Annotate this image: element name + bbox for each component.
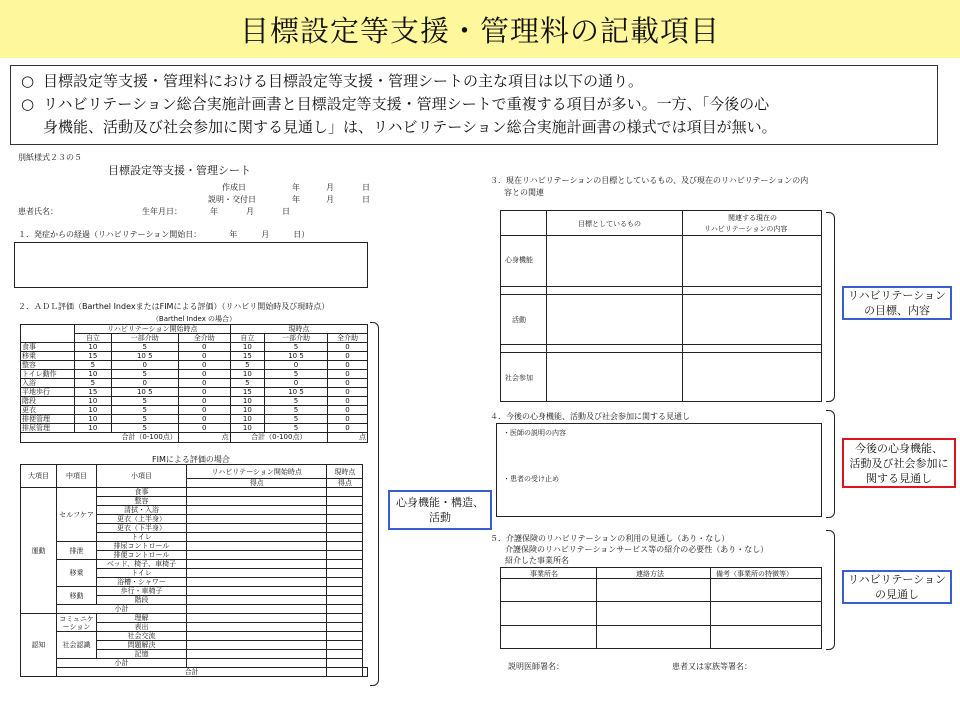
- fim-start-value: [187, 596, 327, 605]
- fim-now-value: [327, 506, 363, 515]
- fim-start-value: [187, 560, 327, 569]
- table-cell: 0: [327, 342, 367, 351]
- created-day: 日: [362, 183, 370, 192]
- fim-start-value: [187, 506, 327, 515]
- table-cell: 0: [327, 360, 367, 369]
- bi-col-header: 全介助: [327, 333, 367, 342]
- table-row: [21, 465, 368, 479]
- table-cell: 食事: [21, 342, 75, 351]
- fim-small-item: 浴槽・シャワー: [97, 578, 187, 587]
- table-cell: 0: [327, 414, 367, 423]
- table-cell: 5: [75, 378, 112, 387]
- fim-heading: FIMによる評価の場合: [152, 455, 230, 464]
- fim-col-mid: 中項目: [57, 465, 97, 488]
- callout-3-line-1: 今後の心身機能、: [855, 441, 943, 455]
- table-cell: 0: [178, 396, 230, 405]
- fim-small-item: 整容: [97, 497, 187, 506]
- bi-now-header: 現時点: [230, 324, 367, 333]
- fim-score-now: 得点: [327, 479, 363, 488]
- table-cell: 10: [230, 405, 264, 414]
- table-cell: 5: [265, 342, 328, 351]
- goal-col-2b: リハビリテーションの内容: [704, 225, 788, 233]
- fim-big-item: 運動: [21, 488, 57, 614]
- fim-small-item: 清拭・入浴: [97, 506, 187, 515]
- fim-subtotal: 小計: [57, 659, 187, 668]
- table-cell: 平地歩行: [21, 387, 75, 396]
- table-cell: 15: [75, 387, 112, 396]
- fim-now-value: [327, 533, 363, 542]
- barthel-header: （Barthel Index の場合）: [151, 314, 237, 323]
- table-cell: 10: [230, 342, 264, 351]
- table-cell: 15: [75, 351, 112, 360]
- fim-now-value: [327, 488, 363, 497]
- bi-col-header: 自立: [230, 333, 264, 342]
- fim-small-item: 記憶: [97, 650, 187, 659]
- section-1-heading: １．発症からの経過（リハビリテーション開始日： 年 月 日）: [18, 230, 310, 239]
- fim-small-item: 理解: [97, 614, 187, 623]
- section-3-heading: ３．現在リハビリテーションの目標としているもの、及び現在のリハビリテーションの内: [490, 176, 809, 185]
- fim-start-value: [187, 641, 327, 650]
- table-row: [21, 369, 368, 378]
- goal-row-activity: 活動: [512, 316, 526, 324]
- outlook-bracket: [826, 410, 835, 518]
- page-title: 目標設定等支援・管理料の記載項目: [239, 13, 720, 48]
- table-row: [21, 423, 368, 432]
- table-cell: 0: [178, 342, 230, 351]
- fim-small-item: トイレ: [97, 533, 187, 542]
- table-cell: 移乗: [21, 351, 75, 360]
- callout-rehab-outlook: [842, 570, 952, 604]
- fim-start-value: [187, 614, 327, 623]
- table-row: [21, 432, 368, 442]
- fim-now-value: [327, 650, 363, 659]
- table-cell: 10: [75, 423, 112, 432]
- table-cell: 排尿管理: [21, 423, 75, 432]
- goal-table: [500, 210, 822, 402]
- callout-rehab-goal: [842, 286, 952, 320]
- callout-3-line-2: 活動及び社会参加に: [849, 456, 949, 470]
- table-cell: 0: [178, 360, 230, 369]
- table-cell: 5: [111, 414, 178, 423]
- office-col-contact: 連絡方法: [636, 570, 664, 578]
- table-cell: 10 5: [265, 387, 328, 396]
- table-cell: 10 5: [111, 351, 178, 360]
- table-cell: 0: [265, 360, 328, 369]
- section-5-line-1: ５．介護保険のリハビリテーションの利用の見通し（あり・なし）: [490, 534, 730, 543]
- fim-score-start: 得点: [187, 479, 327, 488]
- fim-start-value: [187, 488, 327, 497]
- table-cell: 5: [111, 423, 178, 432]
- dob-year: 年: [210, 207, 218, 216]
- bi-col-header: 一部介助: [265, 333, 328, 342]
- fim-now-value: [327, 623, 363, 632]
- explained-month: 月: [326, 195, 334, 204]
- fim-col-big: 大項目: [21, 465, 57, 488]
- table-cell: 10 5: [265, 351, 328, 360]
- table-cell: 10: [230, 369, 264, 378]
- callout-2-line-2: の目標、内容: [863, 304, 930, 317]
- fim-now-value: [327, 569, 363, 578]
- office-table: [500, 567, 822, 649]
- table-cell: 5: [265, 369, 328, 378]
- fim-small-item: 更衣（下半身）: [97, 524, 187, 533]
- goal-bracket: [826, 212, 835, 402]
- fim-now-value: [327, 551, 363, 560]
- table-row: [21, 324, 368, 333]
- table-cell: 0: [111, 360, 178, 369]
- bullet-2: ○: [21, 95, 35, 113]
- fim-small-item: 排便コントロール: [97, 551, 187, 560]
- fim-now-value: [327, 515, 363, 524]
- table-cell: 階段: [21, 396, 75, 405]
- table-cell: 排便管理: [21, 414, 75, 423]
- fim-start-value: [187, 524, 327, 533]
- fim-col-now: 現時点: [327, 465, 363, 479]
- fim-now-value: [327, 641, 363, 650]
- callout-2-line-1: リハビリテーション: [847, 289, 946, 302]
- patient-acceptance-label: ・患者の受け止め: [503, 475, 559, 483]
- bi-point-now: 点: [327, 432, 367, 442]
- table-cell: 0: [327, 369, 367, 378]
- table-cell: 5: [265, 405, 328, 414]
- table-cell: 更衣: [21, 405, 75, 414]
- table-cell: 5: [75, 360, 112, 369]
- table-row: [21, 542, 368, 551]
- callout-1-line-2: 活動: [429, 511, 451, 524]
- created-month: 月: [326, 183, 334, 192]
- fim-now-value: [327, 524, 363, 533]
- table-cell: 0: [265, 378, 328, 387]
- form-number: 別紙様式２３の５: [18, 153, 82, 162]
- table-cell: 5: [111, 342, 178, 351]
- table-cell: 0: [178, 378, 230, 387]
- intro-line-1: 目標設定等支援・管理料における目標設定等支援・管理シートの主な項目は以下の通り。: [43, 72, 644, 90]
- table-row: [21, 659, 368, 668]
- table-cell: トイレ動作: [21, 369, 75, 378]
- created-label: 作成日: [222, 183, 246, 192]
- created-year: 年: [292, 183, 300, 192]
- table-cell: 0: [327, 396, 367, 405]
- table-cell: 10: [75, 405, 112, 414]
- callout-3-line-3: 関する見通し: [866, 471, 932, 485]
- section-5-line-3: 紹介した事業所名: [505, 556, 569, 565]
- explained-day: 日: [362, 195, 370, 204]
- table-cell: 0: [327, 351, 367, 360]
- fim-now-value: [327, 659, 363, 668]
- doctor-signature-label: 説明医師署名：: [508, 662, 564, 671]
- fim-mid-item: 移乗: [57, 560, 97, 587]
- fim-table: [20, 464, 368, 677]
- office-col-name: 事業所名: [530, 570, 558, 578]
- section-4-heading: ４．今後の心身機能、活動及び社会参加に関する見通し: [490, 412, 690, 421]
- fim-now-value: [327, 560, 363, 569]
- fim-start-value: [327, 668, 363, 677]
- fim-subtotal: 小計: [57, 605, 187, 614]
- fim-big-item: 認知: [21, 614, 57, 677]
- table-cell: 入浴: [21, 378, 75, 387]
- table-cell: 0: [178, 351, 230, 360]
- fim-small-item: 表出: [97, 623, 187, 632]
- table-cell: 10 5: [111, 387, 178, 396]
- table-row: [21, 560, 368, 569]
- fim-start-value: [187, 659, 327, 668]
- table-cell: 10: [75, 342, 112, 351]
- fim-start-value: [187, 632, 327, 641]
- table-cell: 0: [327, 387, 367, 396]
- bullet-1: ○: [21, 72, 35, 90]
- fim-col-start: リハビリテーション開始時点: [187, 465, 327, 479]
- table-cell: 0: [178, 414, 230, 423]
- table-row: [21, 614, 368, 623]
- barthel-table: [20, 314, 368, 443]
- table-row: [21, 387, 368, 396]
- table-row: [21, 396, 368, 405]
- callout-4-line-2: の見通し: [874, 588, 919, 601]
- fim-now-value: [327, 605, 363, 614]
- office-bracket: [826, 530, 835, 650]
- goal-col-2a: 関連する現在の: [728, 214, 777, 222]
- table-cell: 10: [230, 396, 264, 405]
- bi-total-start: 合計（0-100点）: [21, 432, 179, 442]
- explained-label: 説明・交付日: [208, 195, 256, 204]
- section-1-box: [14, 242, 368, 288]
- fim-start-value: [187, 569, 327, 578]
- table-cell: 10: [230, 423, 264, 432]
- bi-col-header: 全介助: [178, 333, 230, 342]
- goal-col-1: 目標としているもの: [578, 220, 641, 228]
- fim-now-value: [327, 614, 363, 623]
- section-2-heading: ２．ＡＤＬ評価（Barthel IndexまたはFIMによる評価）（リハビリ開始時及び現時点）: [18, 302, 330, 311]
- fim-start-value: [187, 551, 327, 560]
- intro-box: [10, 65, 938, 145]
- fim-start-value: [187, 542, 327, 551]
- bi-total-now: 合計（0-100点）: [230, 432, 327, 442]
- table-cell: 5: [111, 369, 178, 378]
- fim-now-value: [327, 578, 363, 587]
- fim-now-value: [327, 497, 363, 506]
- fim-small-item: 階段: [97, 596, 187, 605]
- explained-year: 年: [292, 195, 300, 204]
- callout-4-line-1: リハビリテーション: [847, 573, 946, 586]
- table-row: [21, 314, 368, 324]
- fim-mid-item: セルフケア: [57, 488, 97, 542]
- table-row: [21, 605, 368, 614]
- fim-start-value: [187, 578, 327, 587]
- fim-start-value: [187, 515, 327, 524]
- table-cell: 15: [230, 387, 264, 396]
- fim-start-value: [187, 533, 327, 542]
- title-bar: [0, 0, 960, 58]
- table-cell: 10: [230, 414, 264, 423]
- table-cell: 10: [75, 396, 112, 405]
- table-row: [21, 378, 368, 387]
- table-row: [21, 587, 368, 596]
- fim-now-value: [327, 587, 363, 596]
- table-cell: 10: [75, 369, 112, 378]
- fim-now-value: [327, 632, 363, 641]
- table-row: [21, 414, 368, 423]
- section-5-line-2: 介護保険のリハビリテーションサービス等の紹介の必要性（あり・なし）: [505, 545, 769, 554]
- fim-col-small: 小項目: [97, 465, 187, 488]
- table-row: [21, 342, 368, 351]
- table-cell: 0: [178, 423, 230, 432]
- sheet-title: 目標設定等支援・管理シート: [108, 164, 251, 177]
- table-row: [21, 488, 368, 497]
- office-col-notes: 備考（事業所の特徴等）: [716, 570, 793, 578]
- table-row: [21, 360, 368, 369]
- intro-line-3: 身機能、活動及び社会参加に関する見通し」は、リハビリテーション総合実施計画書の様式では項目が無い。: [43, 118, 777, 136]
- bi-start-header: リハビリテーション開始時点: [75, 324, 231, 333]
- table-cell: 5: [111, 405, 178, 414]
- table-cell: 整容: [21, 360, 75, 369]
- fim-mid-item: 移動: [57, 587, 97, 605]
- intro-line-2: リハビリテーション総合実施計画書と目標設定等支援・管理シートで重複する項目が多い。一方、「今後の心: [43, 95, 770, 113]
- fim-start-value: [187, 623, 327, 632]
- table-cell: 5: [230, 378, 264, 387]
- table-cell: 0: [327, 405, 367, 414]
- table-row: [21, 405, 368, 414]
- fim-now-value: [363, 668, 368, 677]
- table-cell: 0: [178, 405, 230, 414]
- table-cell: 0: [111, 378, 178, 387]
- bi-col-header: 自立: [75, 333, 112, 342]
- fim-small-item: 歩行・車椅子: [97, 587, 187, 596]
- table-cell: 5: [230, 360, 264, 369]
- fim-start-value: [187, 650, 327, 659]
- fim-small-item: トイレ: [97, 569, 187, 578]
- callout-outlook: [842, 438, 956, 488]
- table-cell: 0: [327, 378, 367, 387]
- dob-label: 生年月日：: [142, 207, 182, 216]
- fim-start-value: [187, 605, 327, 614]
- goal-row-body: 心身機能: [505, 256, 533, 264]
- dob-month: 月: [246, 207, 254, 216]
- patient-name-label: 患者氏名：: [18, 207, 58, 216]
- fim-small-item: 問題解決: [97, 641, 187, 650]
- table-cell: 15: [230, 351, 264, 360]
- patient-signature-label: 患者又は家族等署名：: [672, 662, 752, 671]
- fim-start-value: [187, 497, 327, 506]
- fim-now-value: [327, 596, 363, 605]
- table-row: [21, 632, 368, 641]
- table-cell: 0: [178, 387, 230, 396]
- table-cell: 5: [265, 414, 328, 423]
- section-3-heading-2: 容との関連: [504, 188, 544, 197]
- table-row: [21, 351, 368, 360]
- table-cell: 0: [178, 369, 230, 378]
- fim-small-item: 食事: [97, 488, 187, 497]
- fim-mid-item: 社会認識: [57, 632, 97, 659]
- bi-point-start: 点: [178, 432, 230, 442]
- adl-bracket: [370, 322, 379, 686]
- fim-now-value: [327, 542, 363, 551]
- fim-small-item: ベッド、椅子、車椅子: [97, 560, 187, 569]
- fim-start-value: [187, 587, 327, 596]
- callout-body-function: [388, 490, 492, 530]
- fim-mid-item: コミュニケーション: [57, 614, 97, 632]
- fim-small-item: 更衣（上半身）: [97, 515, 187, 524]
- table-cell: 5: [265, 396, 328, 405]
- table-cell: 0: [327, 423, 367, 432]
- fim-small-item: 社会交流: [97, 632, 187, 641]
- table-cell: 5: [111, 396, 178, 405]
- table-cell: 5: [265, 423, 328, 432]
- fim-total: 合計: [57, 668, 327, 677]
- doctor-explanation-label: ・医師の説明の内容: [503, 429, 566, 437]
- dob-day: 日: [282, 207, 290, 216]
- fim-mid-item: 排泄: [57, 542, 97, 560]
- table-cell: [21, 324, 75, 342]
- bi-col-header: 一部介助: [111, 333, 178, 342]
- table-row: [21, 668, 368, 677]
- goal-row-social: 社会参加: [505, 374, 533, 382]
- table-cell: 10: [75, 414, 112, 423]
- callout-1-line-1: 心身機能・構造、: [396, 496, 484, 509]
- fim-small-item: 排尿コントロール: [97, 542, 187, 551]
